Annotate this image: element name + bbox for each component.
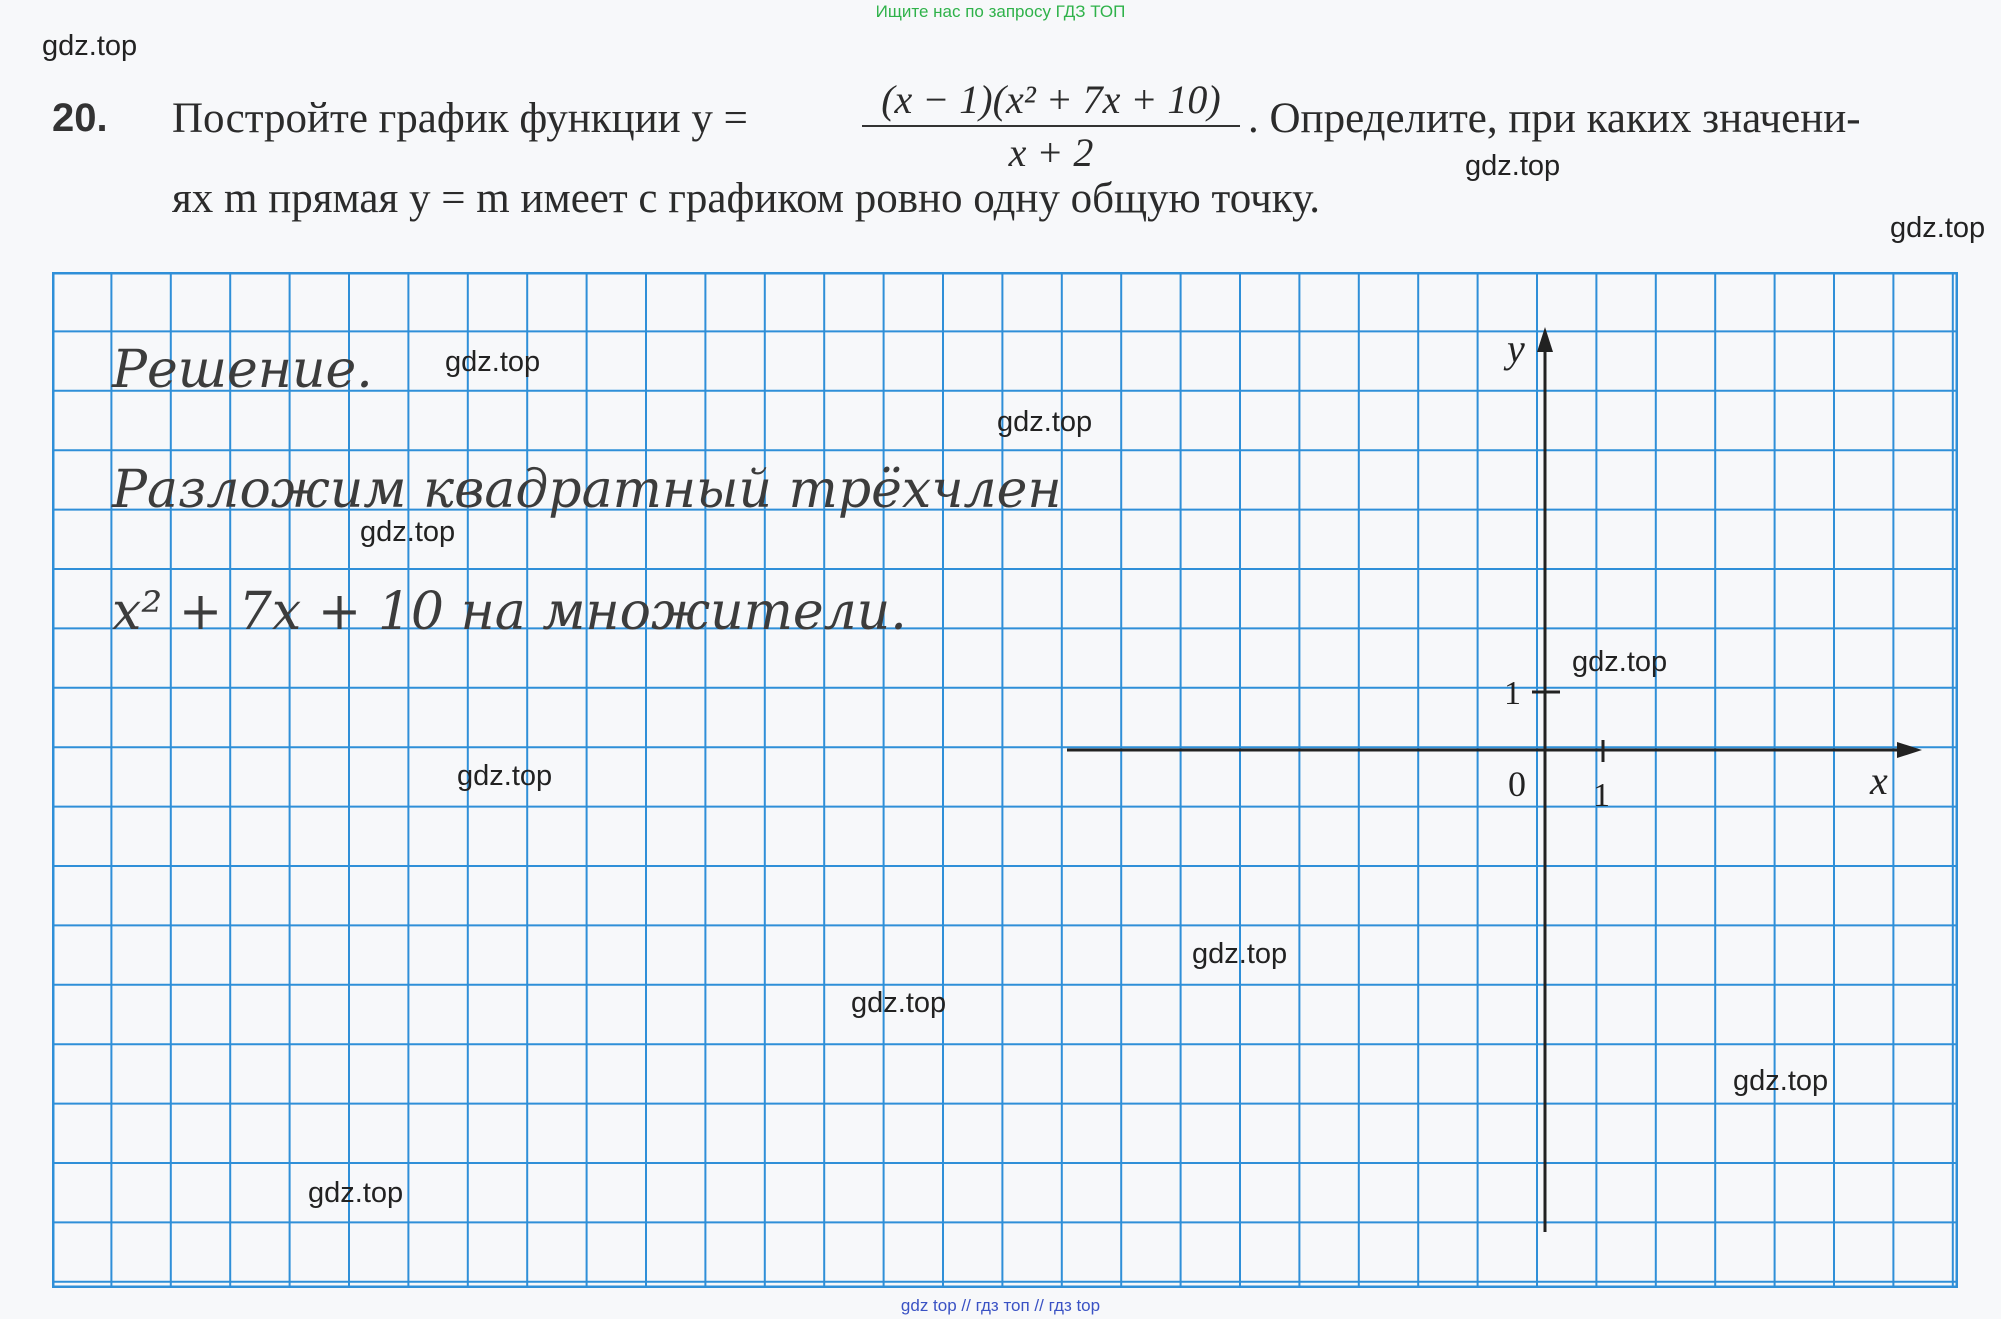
y-axis-label: y bbox=[1507, 326, 1525, 371]
watermark: gdz.top bbox=[1465, 150, 1561, 182]
solution-line1: Разложим квадратный трёхчлен bbox=[112, 460, 1062, 520]
top-banner: Ищите нас по запросу ГДЗ ТОП bbox=[875, 2, 1126, 21]
function-fraction bbox=[862, 76, 1240, 176]
solution-line2: x² + 7x + 10 на множители. bbox=[112, 582, 907, 642]
x-tick-label: 1 bbox=[1593, 777, 1610, 814]
watermark: gdz.top bbox=[42, 30, 138, 62]
task-text-start: Постройте график функции y = bbox=[172, 95, 748, 142]
task-number: 20. bbox=[52, 96, 108, 140]
bottom-banner: gdz top // гдз топ // гдз top bbox=[900, 1296, 1101, 1315]
watermark: gdz.top bbox=[457, 760, 553, 792]
squared-paper-grid bbox=[52, 272, 1958, 1288]
watermark: gdz.top bbox=[360, 516, 456, 548]
fraction-denominator: x + 2 bbox=[1008, 130, 1094, 175]
x-axis-arrow-icon bbox=[1897, 742, 1922, 758]
task-text-line2: ях m прямая y = m имеет с графиком ровно одну общую точку. bbox=[172, 175, 1321, 222]
watermark: gdz.top bbox=[851, 987, 947, 1019]
origin-label: 0 bbox=[1508, 764, 1526, 804]
watermark: gdz.top bbox=[1733, 1065, 1829, 1097]
watermark: gdz.top bbox=[997, 406, 1093, 438]
watermark: gdz.top bbox=[1890, 212, 1986, 244]
watermark: gdz.top bbox=[308, 1177, 404, 1209]
solution-heading: Решение. bbox=[112, 340, 373, 400]
watermark: gdz.top bbox=[445, 346, 541, 378]
task-text-end: . Определите, при каких значени- bbox=[1248, 95, 1861, 142]
y-tick-label: 1 bbox=[1504, 675, 1521, 712]
fraction-numerator: (x − 1)(x² + 7x + 10) bbox=[862, 76, 1240, 127]
watermark: gdz.top bbox=[1192, 938, 1288, 970]
x-axis-label: x bbox=[1870, 758, 1888, 803]
watermark: gdz.top bbox=[1572, 646, 1668, 678]
